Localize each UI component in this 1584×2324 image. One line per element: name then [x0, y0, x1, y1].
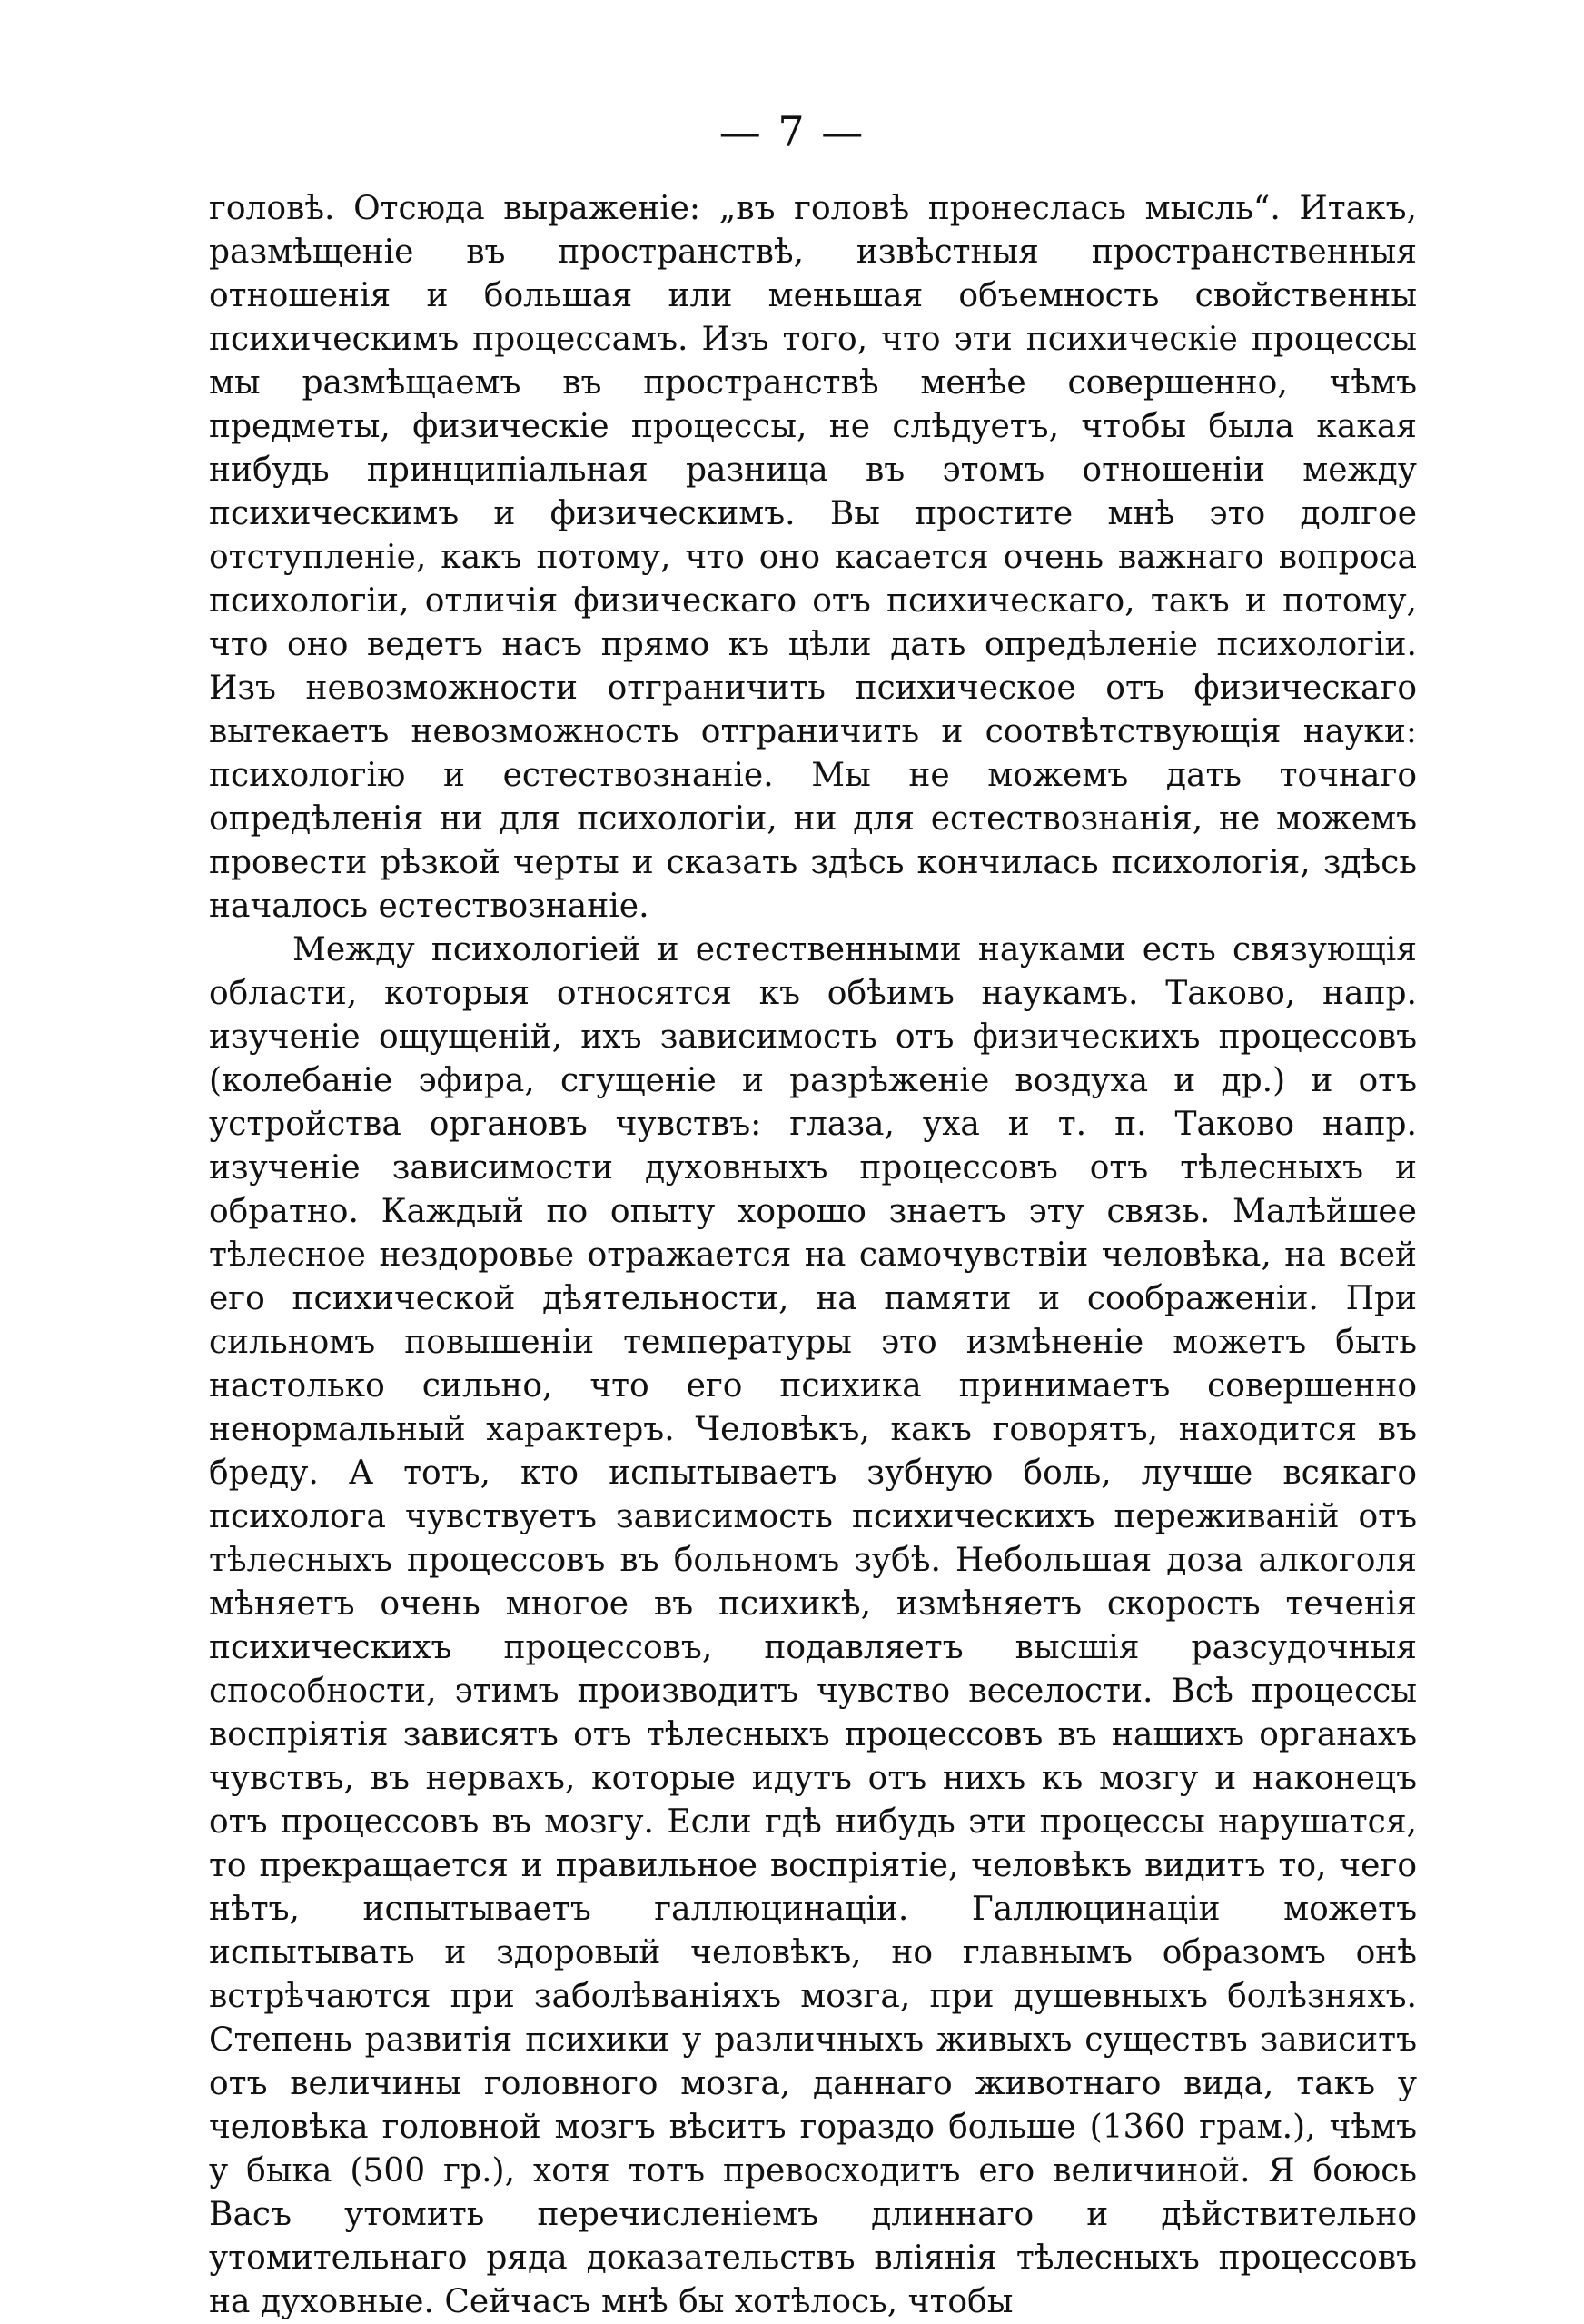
paragraph-2: Между психологіей и естественными науками есть связующія области, которыя относятся къ обѣимъ наукамъ. Таково, напр. изученіе ощущеній, ихъ зависимость отъ физическихъ процессовъ (колебаніе эфира, сгущеніе и разрѣженіе воздуха и др.) и отъ устройства органовъ чувствъ: глаза, уха и т. п. Таково напр. изученіе зависимости духовныхъ процессовъ отъ тѣлесныхъ и обратно. Каждый по опыту хорошо знаетъ эту связь. Малѣйшее тѣлесное нездоровье отражается на самочувствіи человѣка, на всей его психической дѣятельности, на памяти и соображеніи. При сильномъ повышеніи температуры это измѣненіе можетъ быть настолько сильно, что его психика принимаетъ совершенно ненормальный характеръ. Человѣкъ, какъ говорятъ, находится въ бреду. А тотъ, кто испытываетъ зубную боль, лучше всякаго психолога чувствуетъ зависимость психическихъ переживаній отъ тѣлесныхъ процессовъ въ больномъ зубѣ. Небольшая доза алкоголя мѣняетъ очень многое въ психикѣ, измѣняетъ скорость теченія психическихъ процессовъ, подавляетъ высшія разсудочныя способности, этимъ производитъ чувство веселости. Всѣ процессы воспріятія зависятъ отъ тѣлесныхъ процессовъ въ нашихъ органахъ чувствъ, въ нервахъ, которые идутъ отъ нихъ къ мозгу и наконецъ отъ процессовъ въ мозгу. Если гдѣ нибудь эти процессы нарушатся, то прекращается и правильное воспріятіе, человѣкъ видитъ то, чего нѣтъ, испытываетъ галлюцинаціи. Галлюцинаціи можетъ испытывать и здоровый человѣкъ, но главнымъ образомъ онѣ встрѣчаются при заболѣваніяхъ мозга, при душевныхъ болѣзняхъ. Степень развитія психики у различныхъ живыхъ существъ зависитъ отъ величины головного мозга, даннаго животнаго вида, такъ у человѣка головной мозгъ вѣситъ гораздо больше (1360 грам.), чѣмъ у быка (500 гр.), хотя тотъ превосходитъ его величиной. Я боюсь Васъ утомить перечисленіемъ длиннаго и дѣйствительно утомительнаго ряда доказательствъ вліянія тѣлесныхъ процессовъ на духовные. Сейчасъ мнѣ бы хотѣлось, чтобы	[209, 931, 1417, 2320]
paragraph-1: головѣ. Отсюда выраженіе: „въ головѣ пронеслась мысль“. Итакъ, размѣщеніе въ пространствѣ, извѣстныя пространственныя отношенія и большая или меньшая объемность свойственны психическимъ процессамъ. Изъ того, что эти психическіе процессы мы размѣщаемъ въ пространствѣ менѣе совершенно, чѣмъ предметы, физическіе процессы, не слѣдуетъ, чтобы была какая нибудь принципіальная разница въ этомъ отношеніи между психическимъ и физическимъ. Вы простите мнѣ это долгое отступленіе, какъ потому, что оно касается очень важнаго вопроса психологіи, отличія физическаго отъ психическаго, такъ и потому, что оно ведетъ насъ прямо къ цѣли дать опредѣленіе психологіи. Изъ невозможности отграничить психическое отъ физическаго вытекаетъ невозможность отграничить и соотвѣтствующія науки: психологію и естествознаніе. Мы не можемъ дать точнаго опредѣленія ни для психологіи, ни для естествознанія, не можемъ провести рѣзкой черты и сказать здѣсь кончилась психологія, здѣсь началось естествознаніе.	[209, 190, 1417, 925]
body-text	[209, 187, 1417, 2324]
page-number: — 7 —	[718, 107, 866, 156]
